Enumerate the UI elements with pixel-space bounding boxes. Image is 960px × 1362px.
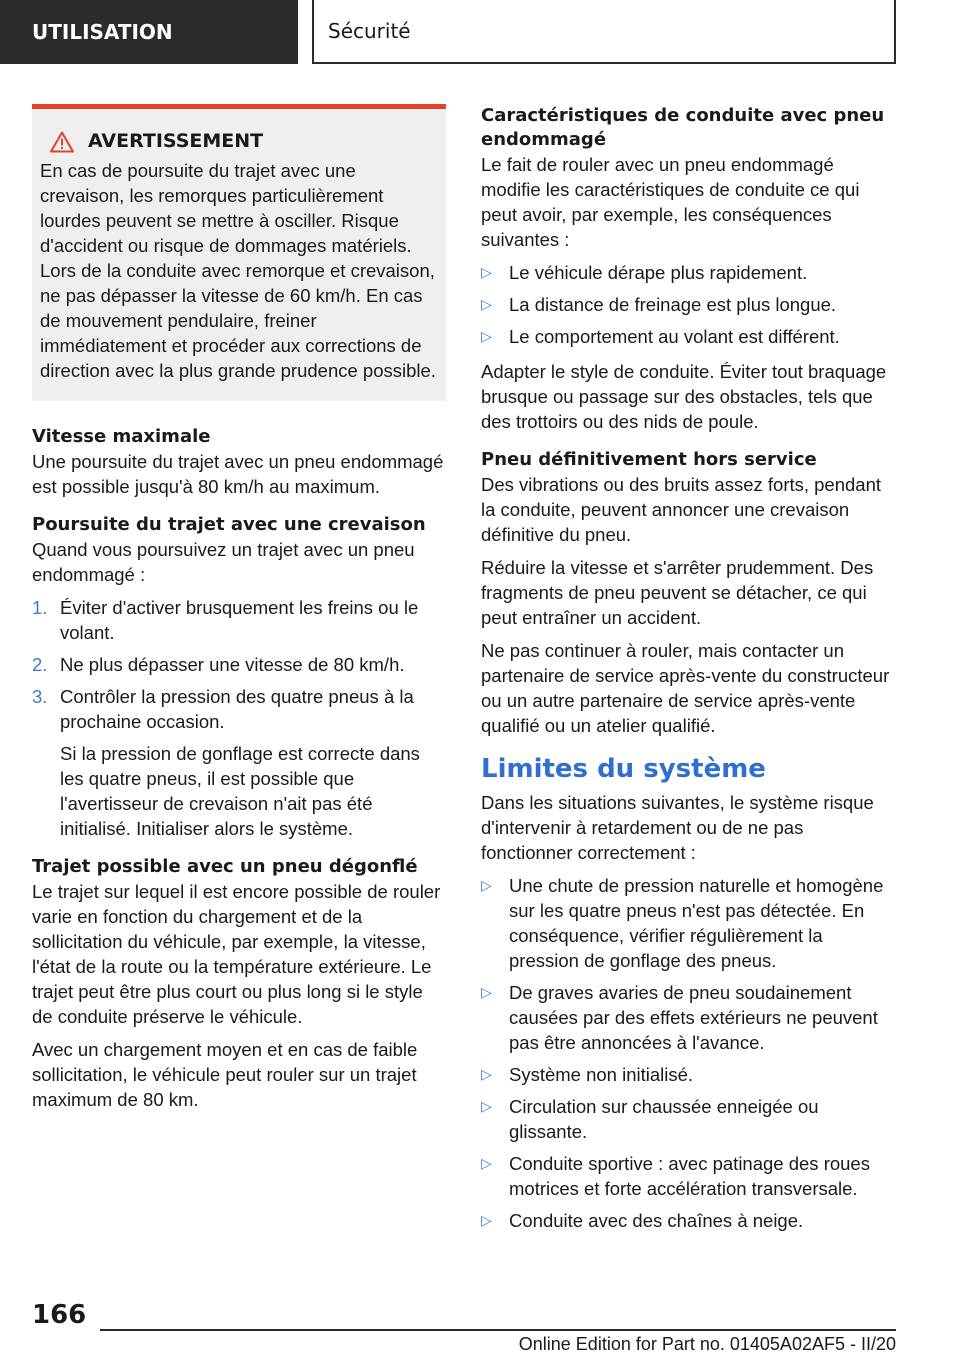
paragraph: Ne pas continuer à rouler, mais contacter un partenaire de service après-vente du constructeur ou un autre partenaire de service après-vente qualifié ou un atelier qualifié. — [481, 640, 890, 736]
step-number: 3. — [32, 686, 48, 707]
list-item — [481, 292, 896, 317]
step-text: Éviter d'activer brusquement les freins ou le volant. — [60, 597, 419, 643]
list-item — [481, 1062, 896, 1087]
step-text: Contrôler la pression des quatre pneus à la prochaine occasion. — [60, 686, 414, 732]
step-number: 1. — [32, 597, 48, 618]
list-item — [32, 652, 446, 677]
bullet-text: Conduite avec des chaînes à neige. — [509, 1210, 804, 1231]
paragraph: Adapter le style de conduite. Éviter tout braquage brusque ou passage sur des obstacles, tels que des trottoirs ou des nids de poule. — [481, 361, 887, 432]
list-item — [481, 980, 896, 1055]
triangle-bullet-icon: ▷ — [481, 877, 492, 893]
warning-title-row — [40, 129, 436, 154]
bullet-text: Une chute de pression naturelle et homogène sur les quatre pneus n'est pas détectée. En conséquence, vérifier régulièrement la pression de gonflage des pneus. — [509, 875, 884, 971]
section-heading: Trajet possible avec un pneu dégonflé — [32, 856, 418, 877]
bullet-text: De graves avaries de pneu soudainement causées par des effets extérieurs ne peuvent pas être annoncées à l'avance. — [509, 982, 878, 1053]
page-number: 166 — [32, 1300, 87, 1330]
step-subtext: Si la pression de gonflage est correcte dans les quatre pneus, il est possible que l'avertisseur de crevaison n'ait pas été initialisé. Initialiser alors le système. — [60, 743, 420, 839]
section-limites-systeme — [481, 752, 896, 1233]
triangle-bullet-icon: ▷ — [481, 1098, 492, 1114]
bullet-text: Le véhicule dérape plus rapidement. — [509, 262, 808, 283]
footer-edition: Online Edition for Part no. 01405A02AF5 - II/20 — [518, 1334, 896, 1354]
paragraph: Quand vous poursuivez un trajet avec un pneu endommagé : — [32, 539, 415, 585]
section-caracteristiques — [481, 104, 896, 434]
step-number: 2. — [32, 654, 48, 675]
paragraph: Le fait de rouler avec un pneu endommagé modifie les caractéristiques de conduite ce qui peut avoir, par exemple, les conséquences suivantes : — [481, 154, 860, 250]
section-pneu-hors-service — [481, 448, 896, 738]
header-chapter-label: Sécurité — [328, 19, 411, 43]
section-heading: Caractéristiques de conduite avec pneu endommagé — [481, 105, 885, 150]
triangle-bullet-icon: ▷ — [481, 296, 492, 312]
steps-list — [32, 595, 446, 841]
header-chapter — [312, 0, 896, 64]
bullet-text: Circulation sur chaussée enneigée ou glissante. — [509, 1096, 819, 1142]
section-heading: Pneu définitivement hors service — [481, 449, 817, 470]
chapter-heading: Limites du système — [481, 754, 766, 784]
paragraph: Réduire la vitesse et s'arrêter prudemment. Des fragments de pneu peuvent se détacher, ce qui peut entraîner un accident. — [481, 557, 874, 628]
list-item — [32, 595, 446, 645]
bullet-list — [481, 260, 896, 349]
list-item — [481, 1151, 896, 1201]
triangle-bullet-icon: ▷ — [481, 1212, 492, 1228]
section-vitesse-maximale — [32, 425, 446, 499]
list-item — [481, 1094, 896, 1144]
warning-box — [32, 104, 446, 401]
paragraph: Dans les situations suivantes, le système risque d'intervenir à retardement ou de ne pas fonctionner correctement : — [481, 792, 874, 863]
triangle-bullet-icon: ▷ — [481, 1066, 492, 1082]
section-trajet-possible — [32, 855, 446, 1112]
section-heading: Poursuite du trajet avec une crevaison — [32, 514, 426, 535]
left-column — [32, 104, 446, 1126]
warning-triangle-icon — [50, 131, 74, 153]
header-section-label: UTILISATION — [32, 20, 173, 44]
warning-text: En cas de poursuite du trajet avec une crevaison, les remorques particulièrement lourdes peuvent se mettre à osciller. Risque d'accident ou risque de dommages matériels. Lors de la conduite avec remorque et crevaison, ne pas dépasser la vitesse de 60 km/h. En cas de mouvement pendulaire, freiner immédiatement et procéder aux corrections de direction avec la plus grande prudence possible. — [40, 160, 436, 381]
bullet-list — [481, 873, 896, 1233]
triangle-bullet-icon: ▷ — [481, 984, 492, 1000]
list-item — [481, 873, 896, 973]
list-item — [481, 324, 896, 349]
list-item — [481, 1208, 896, 1233]
bullet-text: Système non initialisé. — [509, 1064, 694, 1085]
step-body — [60, 684, 446, 841]
right-column — [481, 104, 896, 1243]
list-item — [481, 260, 896, 285]
footer-divider — [100, 1329, 896, 1331]
triangle-bullet-icon: ▷ — [481, 264, 492, 280]
section-poursuite-trajet — [32, 513, 446, 841]
triangle-bullet-icon: ▷ — [481, 328, 492, 344]
warning-title: AVERTISSEMENT — [88, 130, 264, 152]
paragraph: Des vibrations ou des bruits assez forts, pendant la conduite, peuvent annoncer une crevaison définitive du pneu. — [481, 474, 882, 545]
step-text: Ne plus dépasser une vitesse de 80 km/h. — [60, 654, 405, 675]
triangle-bullet-icon: ▷ — [481, 1155, 492, 1171]
bullet-text: La distance de freinage est plus longue. — [509, 294, 837, 315]
header-section — [0, 0, 298, 64]
bullet-text: Conduite sportive : avec patinage des roues motrices et forte accélération transversale. — [509, 1153, 870, 1199]
list-item — [32, 684, 446, 841]
paragraph: Le trajet sur lequel il est encore possible de rouler varie en fonction du chargement et de la sollicitation du véhicule, par exemple, la vitesse, l'état de la route ou la température extérieure. Le trajet peut être plus court ou plus long si le style de conduite préserve le véhicule. — [32, 881, 441, 1027]
paragraph: Une poursuite du trajet avec un pneu endommagé est possible jusqu'à 80 km/h au maximum. — [32, 451, 444, 497]
bullet-text: Le comportement au volant est différent. — [509, 326, 840, 347]
paragraph: Avec un chargement moyen et en cas de faible sollicitation, le véhicule peut rouler sur un trajet maximum de 80 km. — [32, 1039, 418, 1110]
section-heading: Vitesse maximale — [32, 426, 211, 447]
